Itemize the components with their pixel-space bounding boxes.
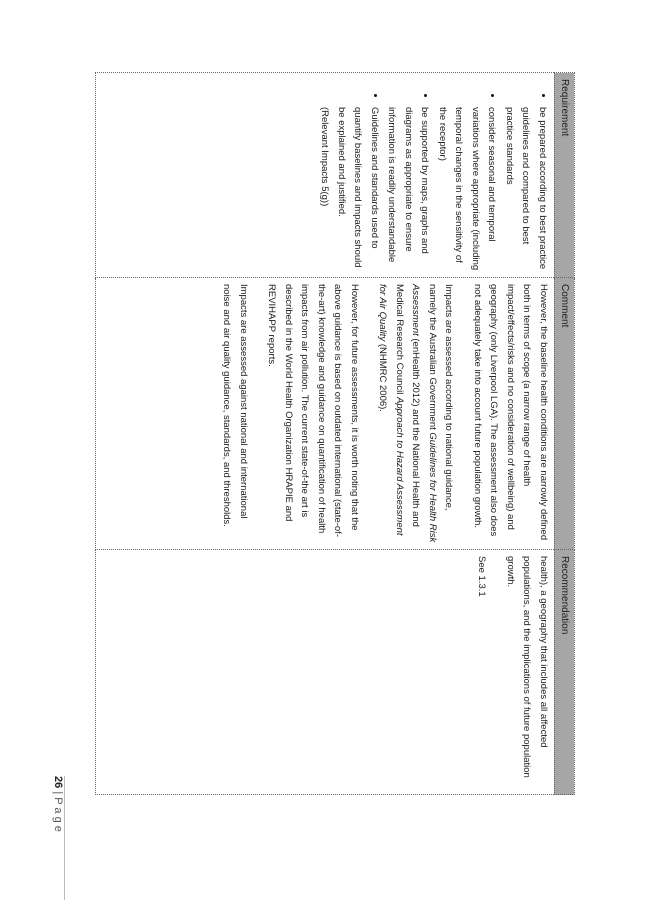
table-row [96, 73, 555, 795]
guideline-title: Approach to Hazard Assessment for Air Quality [377, 284, 405, 536]
guideline-title: Guidelines for Health Risk Assessment [410, 284, 438, 543]
recommendation-paragraph-2: See 1.3.1 [476, 556, 488, 597]
comment-cell [96, 278, 555, 550]
requirement-list [333, 79, 552, 271]
list-item: • be supported by maps, graphs and diagrams as appropriate to ensure information is readily understandable [383, 107, 434, 271]
assessment-table [95, 72, 575, 795]
list-item: • consider seasonal and temporal variations where appropriate (including temporal changes in the sensitivity of the receptor) [434, 107, 501, 271]
table-container [95, 72, 575, 795]
list-item: • be prepared according to best practice guidelines and compared to best practice standards [501, 107, 552, 271]
recommendation-paragraph-1: health), a geography that includes all affected populations, and the implications of future population growth. [505, 556, 549, 778]
header-comment: Comment [555, 278, 575, 550]
table-header-row [555, 73, 575, 795]
comment-paragraph-1: However, the baseline health conditions are narrowly defined both in terms of scope (a narrow range of health impact/effects/risks and no consideration of wellbeing) and geography (only Liverpool LGA). The assessment also does not adequately take into account future population growth. [472, 284, 549, 541]
list-item: • Guidelines and standards used to quantify baselines and impacts should be explained and justified. [333, 107, 384, 271]
page-number: 26 [52, 776, 64, 789]
requirement-cell [96, 73, 555, 278]
page-footer [44, 776, 64, 896]
comment-paragraph-4: Impacts are assessed against national and international noise and air quality guidance, standards, and thresholds. [221, 284, 249, 527]
comment-paragraph-2: Impacts are assessed according to national guidance, namely the Australian Government Guidelines for Health Risk Assessment (enHealth 2012) and the National Health and Medical Research Council Approach to Hazard Assessment for Air Quality (NHMRC 2006). [377, 284, 455, 543]
requirement-note: (Relevant Impacts 5(g)) [319, 107, 331, 207]
header-recommendation: Recommendation [555, 550, 575, 795]
comment-paragraph-3: However, for future assessments, it is worth noting that the above guidance is based on outdated international (state-of-the-art) knowledge and guidance on quantification of health impacts from air pollution. The current state-of-the art is described in the World Health Organization HRAPIE and REVIHAPP reports. [266, 284, 360, 537]
footer-rule [64, 776, 65, 900]
header-requirement: Requirement [555, 73, 575, 278]
recommendation-cell [96, 550, 555, 795]
page-label: | P a g e [52, 791, 64, 832]
